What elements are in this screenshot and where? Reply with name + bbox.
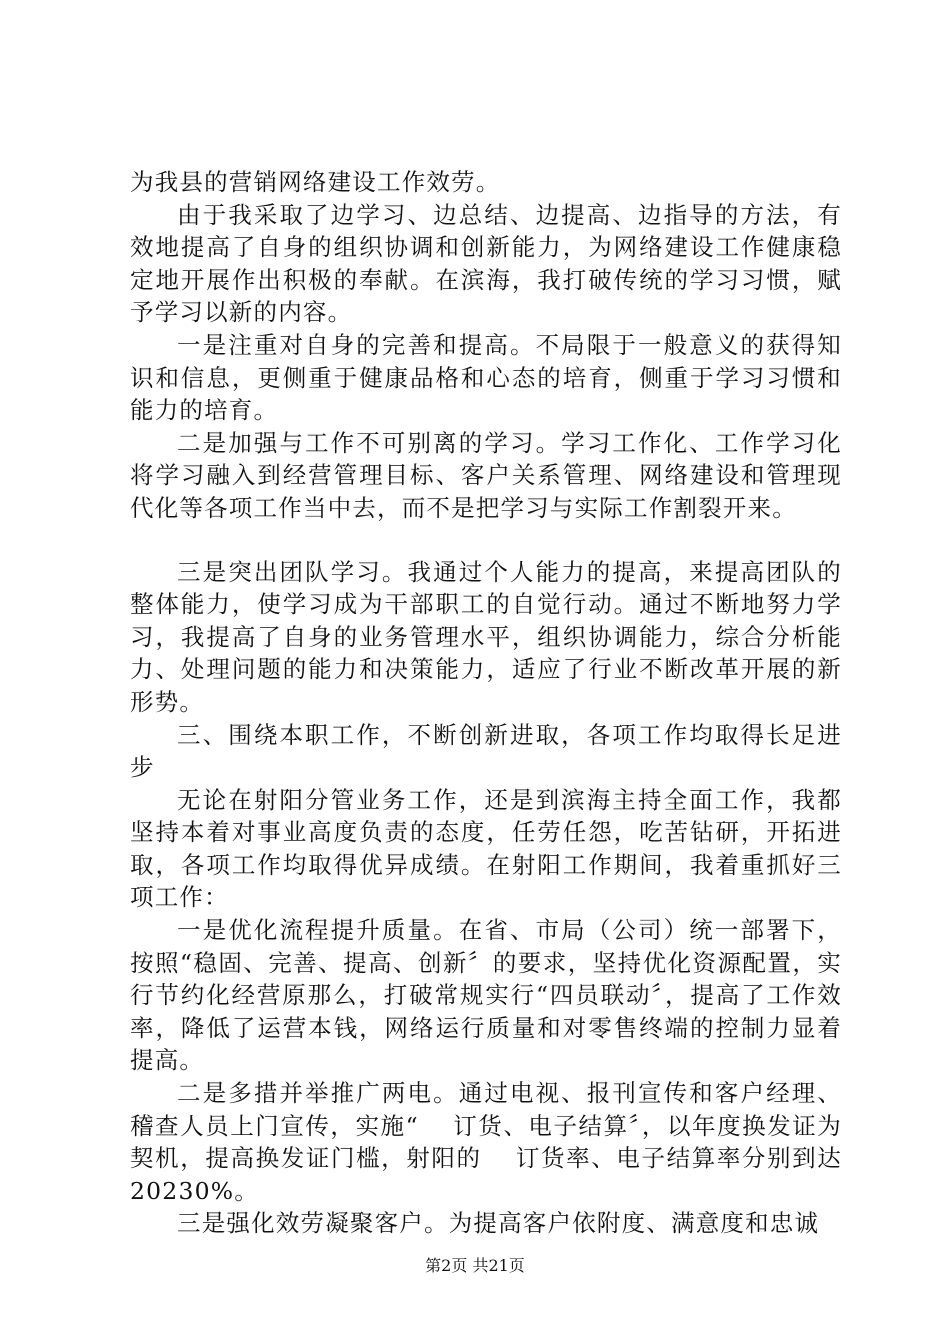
paragraph: 二是加强与工作不可别离的学习。学习工作化、工作学习化将学习融入到经营管理目标、客户关系管理、网络建设和管理现代化等各项工作当中去，而不是把学习与实际工作割裂开来。 [130,428,842,522]
paragraph: 三是强化效劳凝聚客户。为提高客户依附度、满意度和忠诚 [177,1209,820,1238]
document-body [130,166,842,1240]
paragraph: 三是突出团队学习。我通过个人能力的提高，来提高团队的整体能力，使学习成为干部职工的自觉行动。通过不断地努力学习，我提高了自身的业务管理水平，组织协调能力，综合分析能力、处理问题的能力和决策能力，适应了行业不断改革开展的新形势。 [130,557,842,716]
paragraph: 一是优化流程提升质量。在省、市局（公司）统一部署下，按照“稳固、完善、提高、创新〞的要求，坚持优化资源配置，实行节约化经营原那么，打破常规实行“四员联动〞，提高了工作效率，降低了运营本钱，网络运行质量和对零售终端的控制力显着提高。 [130,916,842,1075]
paragraph: 一是注重对自身的完善和提高。不局限于一般意义的获得知识和信息，更侧重于健康品格和心态的培育，侧重于学习习惯和能力的培育。 [130,330,842,425]
paragraph: 由于我采取了边学习、边总结、边提高、边指导的方法，有效地提高了自身的组织协调和创新能力，为网络建设工作健康稳定地开展作出积极的奉献。在滨海，我打破传统的学习习惯，赋予学习以新的内容。 [130,200,842,327]
page-footer: 第2页 共21页 [425,1256,525,1275]
paragraph: 二是多措并举推广两电。通过电视、报刊宣传和客户经理、稽查人员上门宣传，实施“ 订货、电子结算〞，以年度换发证为契机，提高换发证门槛，射阳的 订货率、电子结算率分别到达20230%。 [130,1079,842,1205]
section-heading: 三、围绕本职工作，不断创新进取，各项工作均取得长足进步 [130,720,842,782]
paragraph-continuation: 为我县的营销网络建设工作效劳。 [130,168,501,196]
paragraph: 无论在射阳分管业务工作，还是到滨海主持全面工作，我都坚持本着对事业高度负责的态度，任劳任怨，吃苦钻研，开拓进取，各项工作均取得优异成绩。在射阳工作期间，我着重抓好三项工作： [130,785,842,912]
